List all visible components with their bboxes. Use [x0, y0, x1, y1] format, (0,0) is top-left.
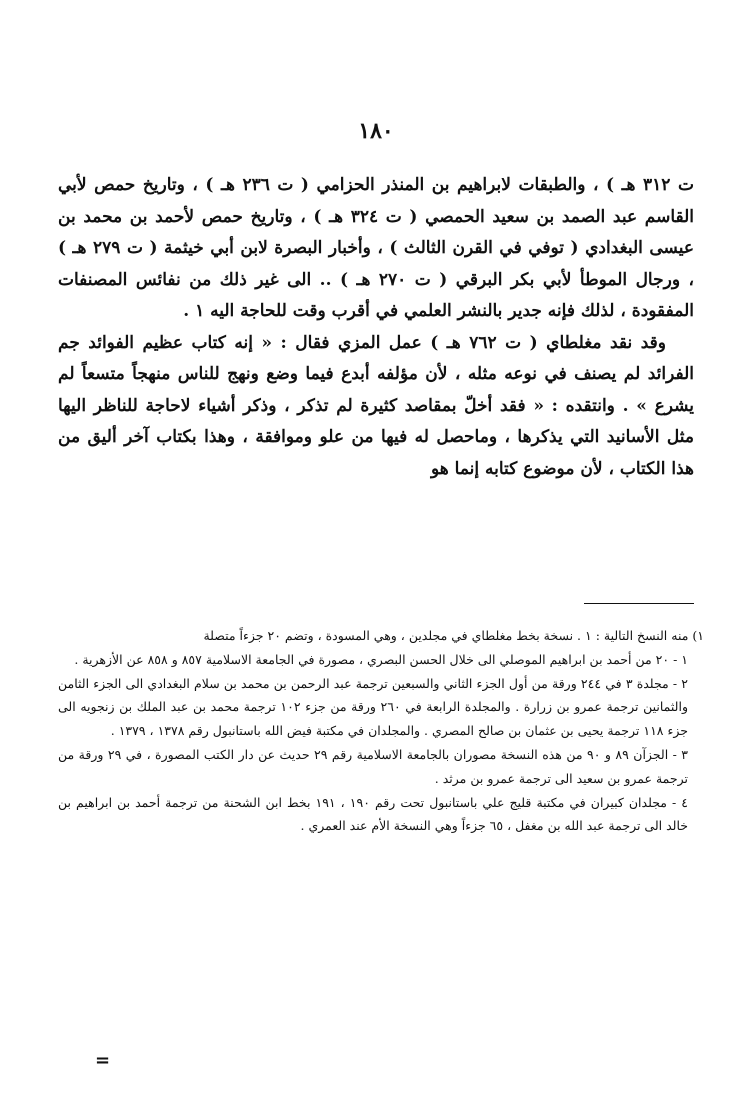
footnote-item: ١ - ٢٠ من أحمد بن ابراهيم الموصلي الى خلال الحسن البصري ، مصورة في الجامعة الاسلامية ٨٥٧ و ٨٥٨ عن الأزهرية . [74, 651, 688, 667]
footnote-item: ٢ - مجلدة ٣ في ٢٤٤ ورقة من أول الجزء الثاني والسبعين ترجمة عبد الرحمن بن محمد بن سلام البغدادي الى الجزء الثامن والثمانين ترجمة عمرو بن زرارة . والمجلدة الرابعة في ٢٦٠ ورقة من جزء ١٠٢ ترجمة محمد بن عبد الملك بن زنجويه الى جزء ١١٨ ترجمة يحيى بن عثمان بن صالح المصري . والمجلدان في مكتبة فيض الله باستانبول رقم ١٣٧٨ ، ١٣٧٩ . [58, 675, 688, 739]
page-number: ١٨٠ [358, 118, 394, 144]
footnote-item: ٤ - مجلدان كبيران في مكتبة قليج علي باستانبول تحت رقم ١٩٠ ، ١٩١ بخط ابن الشحنة من ترجمة أحمد بن ابراهيم بن خالد الى ترجمة عبد الله بن مغفل ، ٦٥ جزءاً وهي النسخة الأم عند العمري . [58, 794, 688, 834]
continuation-mark: = [95, 1050, 111, 1071]
body-paragraph: ت ٣١٢ هـ ) ، والطبقات لابراهيم بن المنذر الحزامي ( ت ٢٣٦ هـ ) ، وتاريخ حمص لأبي القاسم عبد الصمد بن سعيد الحمصي ( ت ٣٢٤ هـ ) ، وتاريخ حمص لأحمد بن محمد بن عيسى البغدادي ( توفي في القرن الثالث ) ، وأخبار البصرة لابن أبي خيثمة ( ت ٢٧٩ هـ ) ، ورجال الموطأ لأبي بكر البرقي ( ت ٢٧٠ هـ ) .. الى غير ذلك من نفائس المصنفات المفقودة ، لذلك فإنه جدير بالنشر العلمي في أقرب وقت للحاجة اليه ١ . [58, 175, 695, 321]
footnote-separator [584, 603, 694, 604]
main-text [58, 170, 694, 485]
footnote-item: ٣ - الجزآن ٨٩ و ٩٠ من هذه النسخة مصوران بالجامعة الاسلامية رقم ٢٩ حديث عن دار الكتب المصورة ، في ٢٩ ورقة من ترجمة عمرو بن سعيد الى ترجمة عمرو بن مرثد . [58, 746, 689, 786]
footnotes [58, 624, 704, 838]
body-paragraph: وقد نقد مغلطاي ( ت ٧٦٢ هـ ) عمل المزي فقال : « إنه كتاب عظيم الفوائد جم الفرائد لم يصنف في نوعه مثله ، لأن مؤلفه أبدع فيما وضع ونهج للناس منهجاً متسعاً لم يشرع » . وانتقده : « فقد أخلّ بمقاصد كثيرة لم تذكر ، وذكر أشياء لاحاجة للناظر اليها مثل الأسانيد التي يذكرها ، وماحصل له فيها من علو وموافقة ، وهذا بكتاب آخر أليق من هذا الكتاب ، لأن موضوع كتابه إنما هو [58, 332, 694, 479]
footnote-intro: ١) منه النسخ التالية : ١ . نسخة بخط مغلطاي في مجلدين ، وهي المسودة ، وتضم ٢٠ جزءاً متصلة [203, 628, 704, 643]
